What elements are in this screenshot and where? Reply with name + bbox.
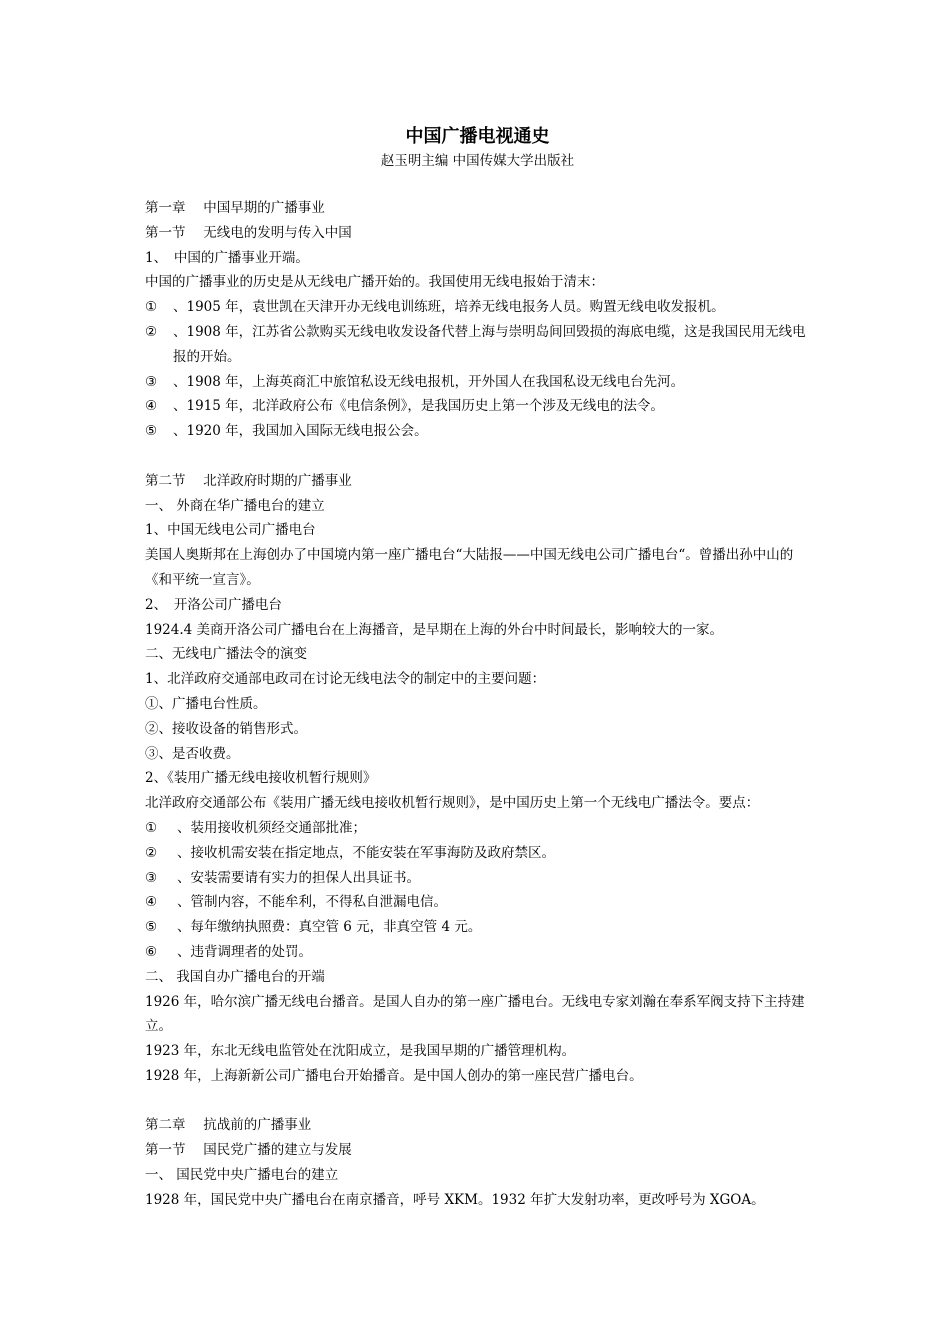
list-text: 、1920 年，我国加入国际无线电报公会。 [173,423,428,440]
spacer [145,444,810,469]
list-marker: ④ [145,398,158,415]
list-item [145,866,810,891]
list-item [145,295,810,320]
list-marker: ⑤ [145,423,158,440]
spacer [145,1089,810,1114]
document-title: 中国广播电视通史 [405,126,550,147]
list-item: ②、接收设备的销售形式。 [145,720,307,737]
list-text: 、1908 年，江苏省公款购买无线电收发设备代替上海与崇明岛间回毁损的海底电缆，这是我国民用无线电报的开始。 [173,323,806,365]
list-text: 、接收机需安装在指定地点，不能安装在军事海防及政府禁区。 [177,844,555,861]
list-text: 、1905 年，袁世凯在天津开办无线电训练班，培养无线电报务人员。购置无线电收发报机。 [173,299,725,316]
list-item [145,816,810,841]
list-marker: ③ [145,373,158,390]
paragraph: 1924.4 美商开洛公司广播电台在上海播音，是早期在上海的外台中时间最长，影响较大的一家。 [145,621,724,638]
list-marker: ② [145,844,158,861]
paragraph: 1928 年，国民党中央广播电台在南京播音，呼号 XKM。1932 年扩大发射功率，更改呼号为 XGOA。 [145,1191,765,1208]
paragraph: 北洋政府交通部公布《装用广播无线电接收机暂行规则》，是中国历史上第一个无线电广播法令。要点： [145,795,760,812]
point-heading: 1、中国无线电公司广播电台 [145,522,316,539]
paragraph: 1926 年，哈尔滨广播无线电台播音。是国人自办的第一座广播电台。无线电专家刘瀚在奉系军阀支持下主持建立。 [145,993,805,1035]
part-heading: 二、无线电广播法令的演变 [145,646,307,663]
paragraph: 美国人奥斯邦在上海创办了中国境内第一座广播电台“大陆报——中国无线电公司广播电台“。曾播出孙中山的《和平统一宣言》。 [145,547,794,588]
list-marker: ⑤ [145,919,158,936]
list-item [145,841,810,866]
paragraph: 中国的广播事业的历史是从无线电广播开始的。我国使用无线电报始于清末： [145,274,604,291]
list-text: 、装用接收机须经交通部批准； [177,819,366,836]
list-item: ①、广播电台性质。 [145,695,267,712]
chapter-heading: 第二章 抗战前的广播事业 [145,1117,312,1134]
document-page [145,124,810,1213]
part-heading: 二、 我国自办广播电台的开端 [145,968,325,985]
list-marker: ① [145,299,158,316]
list-text: 、1908 年，上海英商汇中旅馆私设无线电报机，开外国人在我国私设无线电台先河。 [173,373,685,390]
list-text: 、安装需要请有实力的担保人出具证书。 [177,869,420,886]
section-heading: 第一节 国民党广播的建立与发展 [145,1142,352,1159]
section-heading: 第一节 无线电的发明与传入中国 [145,224,352,241]
list-text: 、违背调理者的处罚。 [177,943,312,960]
point-heading: 1、北洋政府交通部电政司在讨论无线电法令的制定中的主要问题： [145,671,546,688]
list-text: 、1915 年，北洋政府公布《电信条例》，是我国历史上第一个涉及无线电的法令。 [173,398,664,415]
list-item [145,419,810,444]
list-item [145,890,810,915]
list-marker: ② [145,323,158,340]
chapter-heading: 第一章 中国早期的广播事业 [145,200,325,216]
point-heading: 2、《装用广播无线电接收机暂行规则》 [145,770,377,787]
point-heading: 2、 开洛公司广播电台 [145,596,282,613]
list-marker: ⑥ [145,943,158,960]
list-item: ③、是否收费。 [145,745,240,762]
list-item [145,915,810,940]
paragraph: 1923 年，东北无线电监管处在沈阳成立，是我国早期的广播管理机构。 [145,1043,576,1060]
list-item [145,394,810,419]
list-marker: ④ [145,894,158,911]
list-text: 、管制内容，不能牟利，不得私自泄漏电信。 [177,894,447,911]
list-item [145,320,810,370]
list-item [145,370,810,395]
paragraph: 1928 年，上海新新公司广播电台开始播音。是中国人创办的第一座民营广播电台。 [145,1067,643,1084]
list-marker: ③ [145,869,158,886]
part-heading: 一、 外商在华广播电台的建立 [145,497,325,514]
document-subtitle: 赵玉明主编 中国传媒大学出版社 [380,153,575,169]
list-item [145,940,810,965]
section-heading: 第二节 北洋政府时期的广播事业 [145,472,352,489]
list-text: 、每年缴纳执照费：真空管 6 元，非真空管 4 元。 [177,919,482,936]
part-heading: 一、 国民党中央广播电台的建立 [145,1167,339,1184]
list-marker: ① [145,819,158,836]
point-heading: 1、 中国的广播事业开端。 [145,249,309,266]
